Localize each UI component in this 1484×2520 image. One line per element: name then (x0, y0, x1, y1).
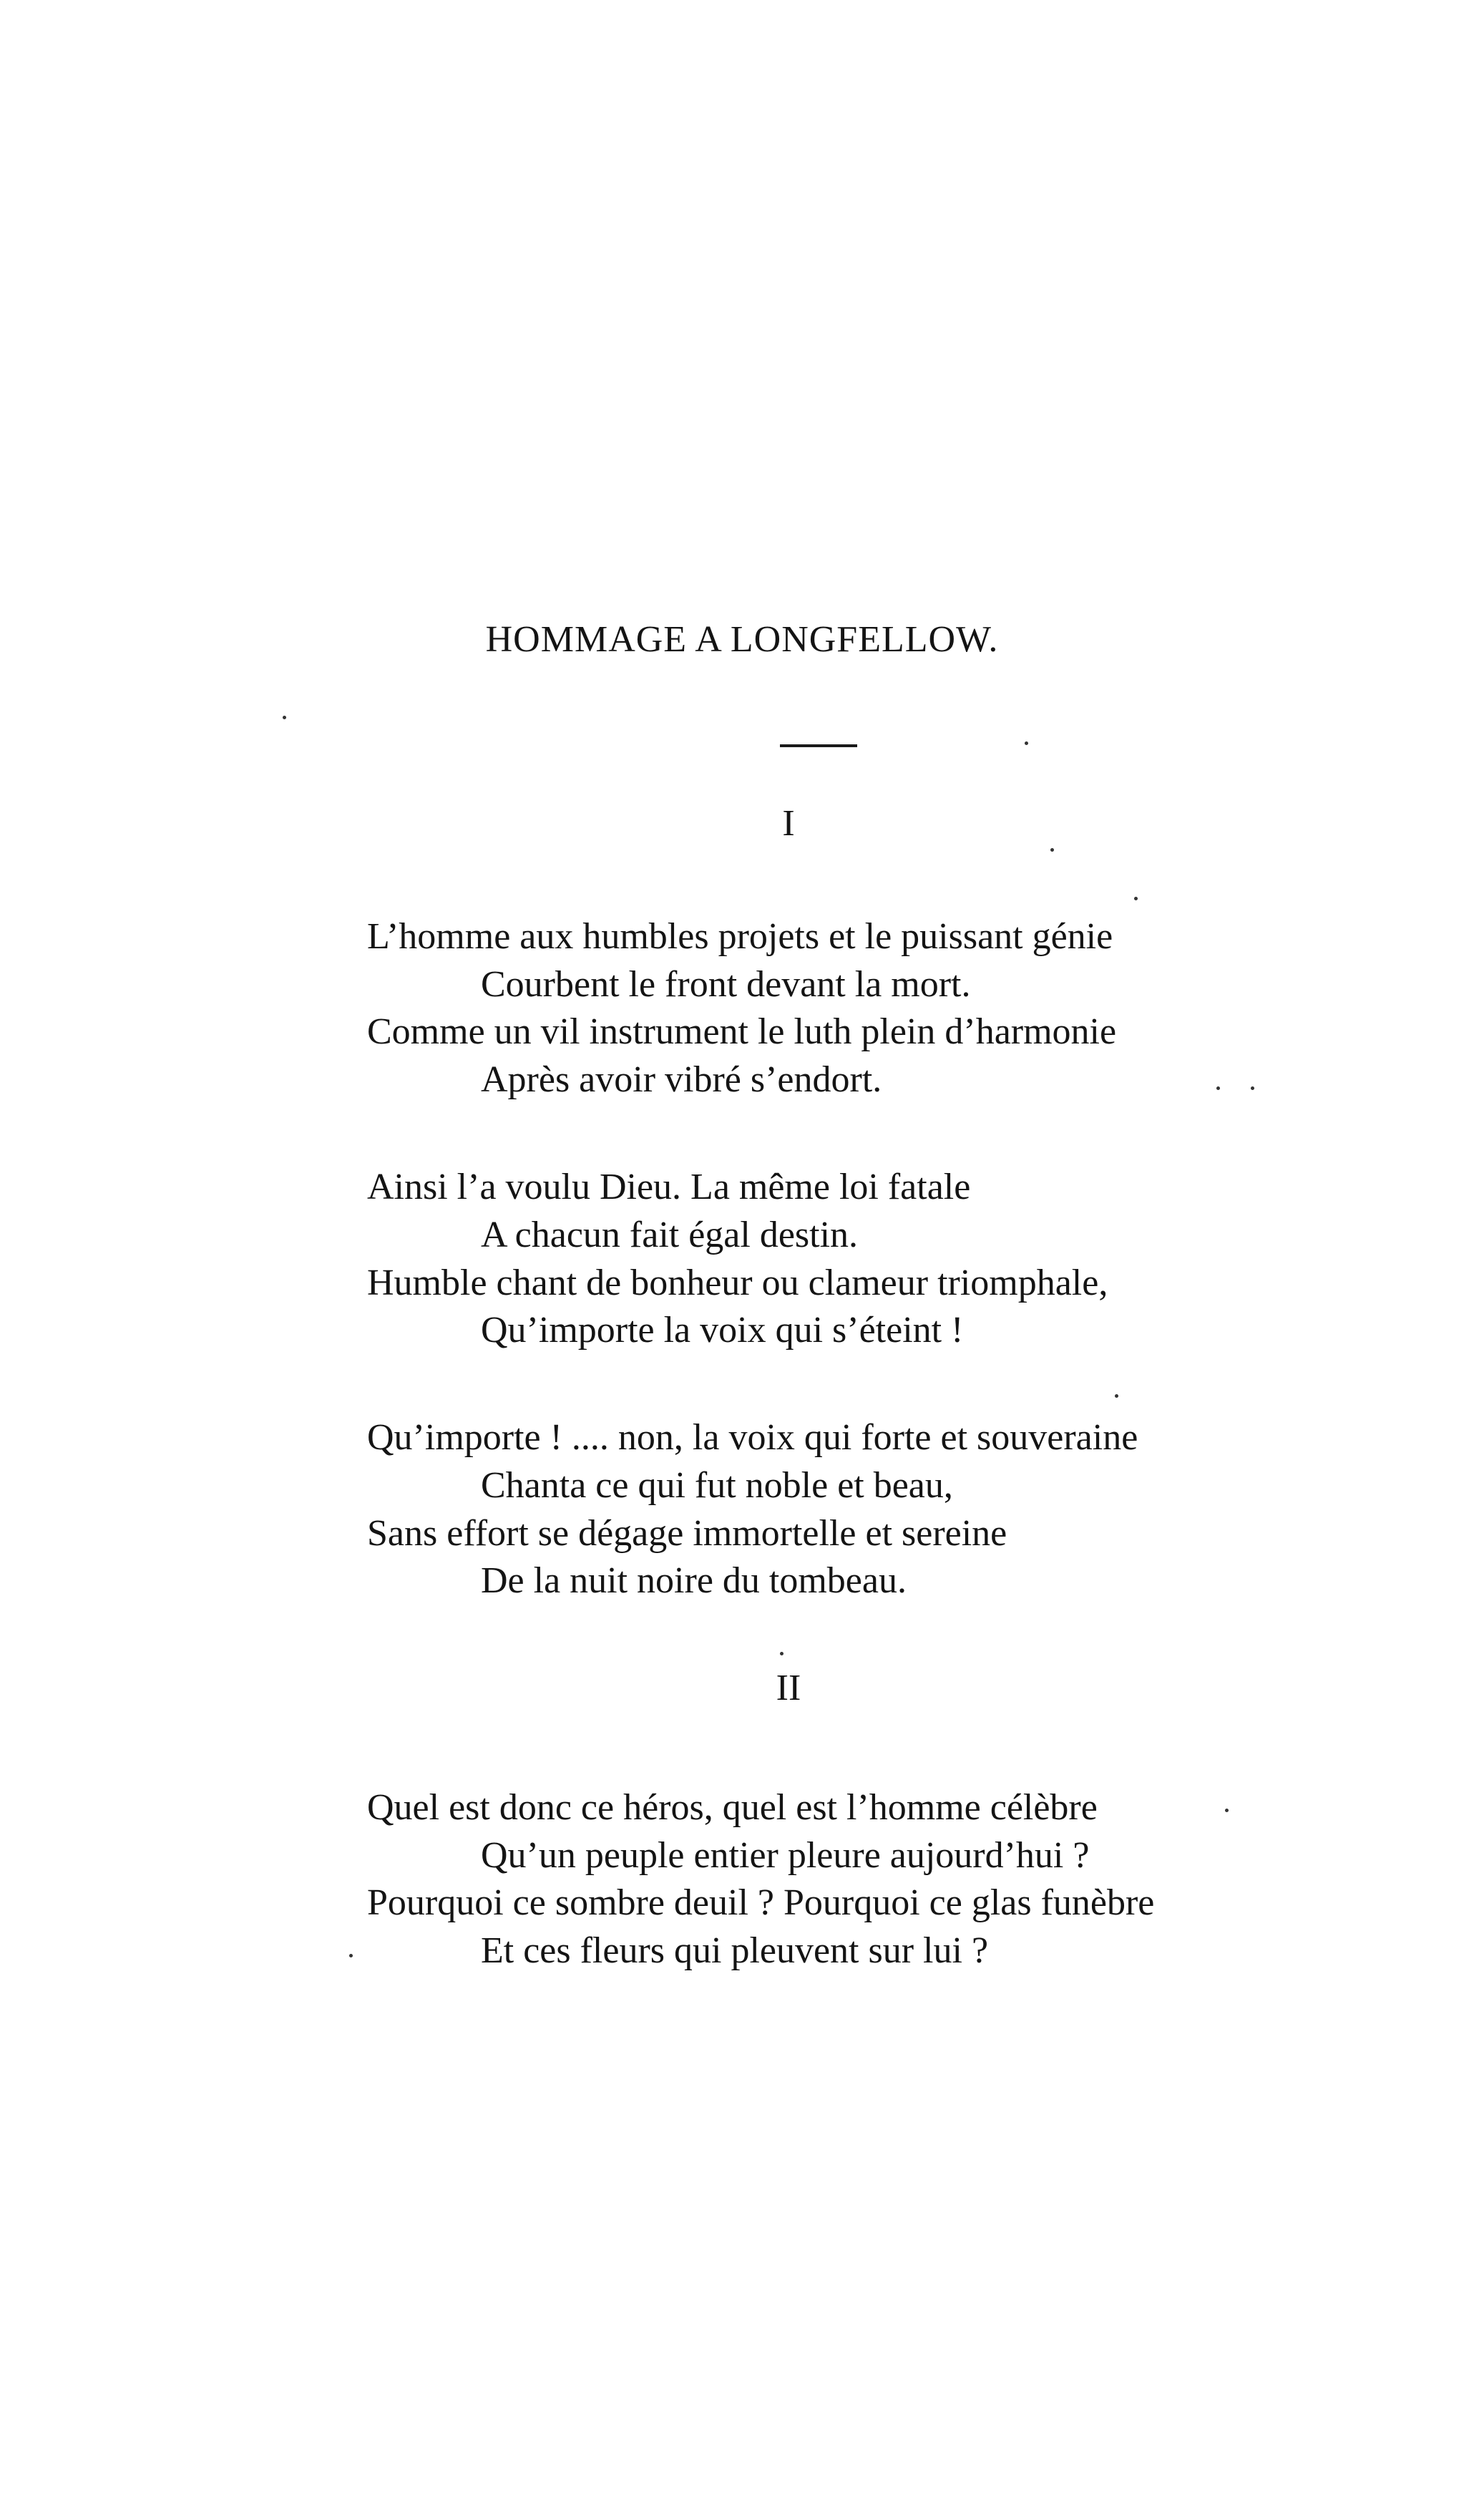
verse-line: Qu’importe ! .... non, la voix qui forte et souveraine (367, 1417, 1138, 1458)
verse-line: L’homme aux humbles projets et le puissant génie (367, 916, 1113, 957)
verse-line: Comme un vil instrument le luth plein d’harmonie (367, 1011, 1117, 1052)
scan-speck (780, 1652, 784, 1655)
verse-line: Et ces fleurs qui pleuvent sur lui ? (481, 1930, 989, 1971)
scan-speck (1251, 1086, 1254, 1090)
poem-title: HOMMAGE A LONGFELLOW. (485, 619, 999, 660)
scan-speck (349, 1954, 353, 1957)
section-numeral-2: II (776, 1668, 801, 1708)
scan-speck (283, 716, 286, 719)
verse-line: A chacun fait égal destin. (481, 1215, 859, 1255)
scan-speck (1050, 848, 1054, 852)
title-divider (780, 744, 857, 747)
verse-line: Chanta ce qui fut noble et beau, (481, 1465, 953, 1506)
scan-speck (1134, 897, 1138, 900)
verse-line: Ainsi l’a voulu Dieu. La même loi fatale (367, 1167, 971, 1207)
verse-line: Après avoir vibré s’endort. (481, 1059, 882, 1100)
scan-speck (1216, 1086, 1220, 1090)
verse-line: Quel est donc ce héros, quel est l’homme célèbre (367, 1787, 1098, 1828)
verse-line: Pourquoi ce sombre deuil ? Pourquoi ce glas funèbre (367, 1882, 1155, 1923)
verse-line: Sans effort se dégage immortelle et sereine (367, 1513, 1007, 1554)
section-numeral-1: I (782, 803, 795, 844)
scan-speck (1025, 741, 1028, 745)
scan-speck (1225, 1809, 1229, 1812)
verse-line: Qu’un peuple entier pleure aujourd’hui ? (481, 1835, 1090, 1876)
verse-line: De la nuit noire du tombeau. (481, 1560, 907, 1601)
scan-speck (1115, 1394, 1118, 1398)
verse-line: Qu’importe la voix qui s’éteint ! (481, 1310, 964, 1351)
verse-line: Humble chant de bonheur ou clameur triomphale, (367, 1263, 1108, 1303)
verse-line: Courbent le front devant la mort. (481, 964, 971, 1005)
